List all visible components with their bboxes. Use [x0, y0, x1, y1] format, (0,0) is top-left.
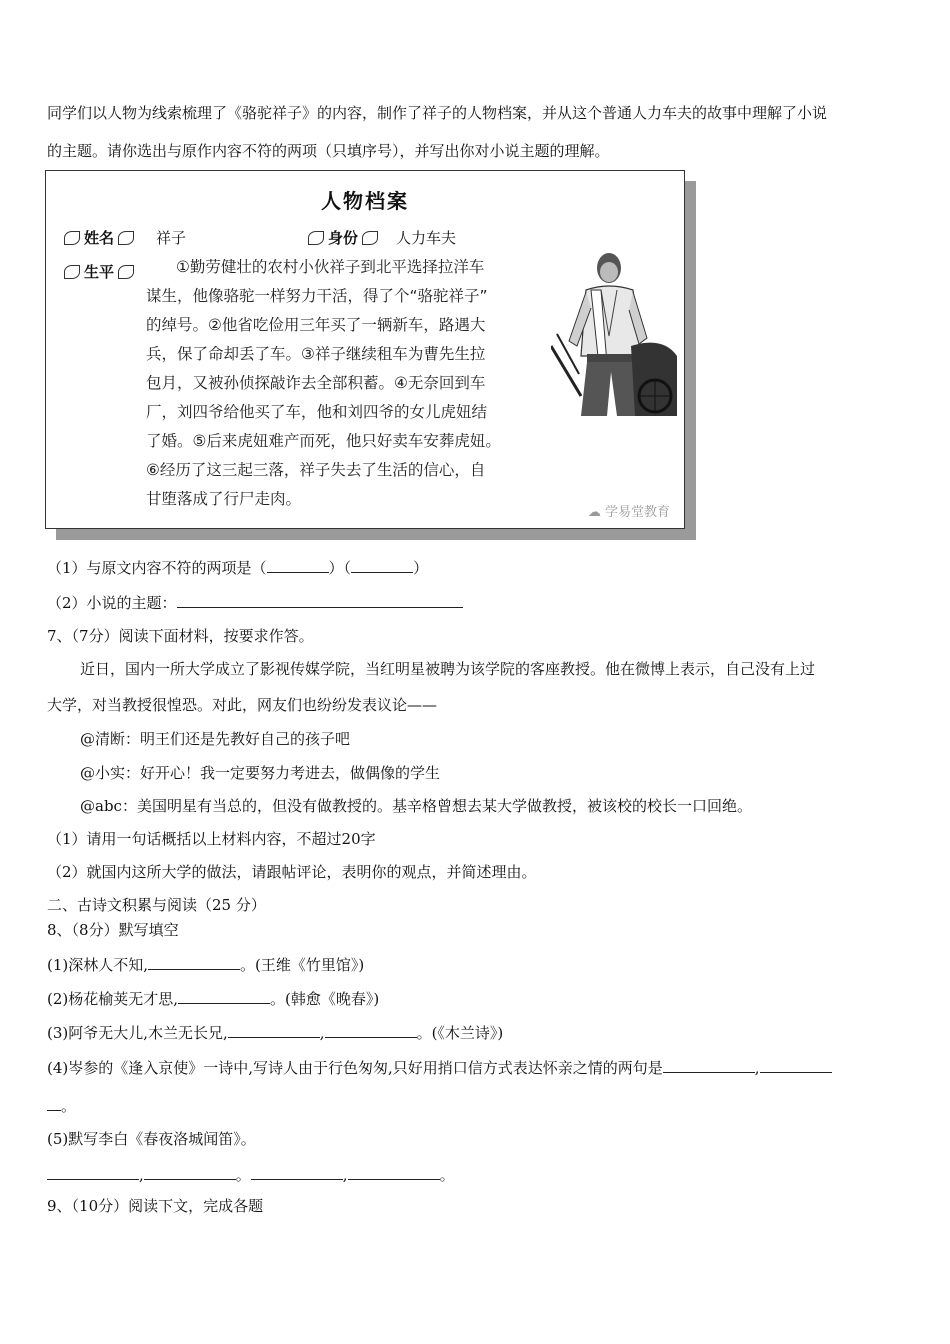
ornament-icon — [362, 231, 378, 245]
life-label: 生平 — [84, 263, 115, 281]
ornament-icon — [118, 231, 134, 245]
q7-comment: @小实：好开心！我一定要努力考进去，做偶像的学生 — [80, 764, 441, 782]
q8-item-5-blanks: , 。 , 。 — [47, 1163, 455, 1185]
q7-para-line-2: 大学，对当教授很惶恐。对此，网友们也纷纷发表议论—— — [47, 696, 438, 714]
answer-blank[interactable] — [148, 953, 240, 970]
q8-item-4: (4)岑参的《逢入京使》一诗中,写诗人由于行色匆匆,只好用捎口信方式表达怀亲之情的两句是 , — [47, 1056, 832, 1078]
bio-line: 谋生，他像骆驼一样努力干活，得了个“骆驼祥子” — [146, 287, 488, 305]
identity-label: 身份 — [328, 229, 359, 247]
answer-blank[interactable] — [251, 1163, 343, 1180]
watermark: ☁ 学易堂教育 — [587, 505, 670, 520]
answer-blank[interactable] — [177, 591, 463, 608]
card-title: 人物档案 — [321, 189, 409, 213]
q8-heading: 8、（8分）默写填空 — [47, 921, 179, 939]
name-tag — [60, 227, 138, 248]
ornament-icon — [118, 265, 134, 279]
intro-line-2: 的主题。请你选出与原作内容不符的两项（只填序号），并写出你对小说主题的理解。 — [47, 142, 610, 160]
wechat-icon: ☁ — [587, 505, 605, 520]
intro-line-1: 同学们以人物为线索梳理了《骆驼祥子》的内容，制作了祥子的人物档案，并从这个普通人力车夫的故事中理解了小说 — [47, 104, 828, 122]
bio-line: ①勤劳健壮的农村小伙祥子到北平选择拉洋车 — [176, 258, 485, 276]
q8-item-3: (3)阿爷无大儿,木兰无长兄, , 。(《木兰诗》) — [47, 1021, 503, 1043]
answer-blank[interactable] — [663, 1056, 755, 1073]
answer-blank[interactable] — [178, 987, 270, 1004]
bio-line: ⑥经历了这三起三落，祥子失去了生活的信心，自 — [146, 461, 486, 479]
q8-item-1: (1)深林人不知, 。(王维《竹里馆》) — [47, 953, 364, 975]
q7-heading: 7、（7分）阅读下面材料，按要求作答。 — [47, 627, 314, 645]
q7-sub1: （1）请用一句话概括以上材料内容，不超过20字 — [47, 830, 376, 848]
answer-blank[interactable] — [325, 1021, 417, 1038]
answer-blank[interactable] — [348, 1163, 440, 1180]
bio-line: 的绰号。②他省吃俭用三年买了一辆新车，路遇大 — [146, 316, 486, 334]
q6-sub2: （2）小说的主题： — [47, 591, 463, 613]
rickshaw-puller-illustration — [551, 246, 679, 416]
q7-comment: @清断：明王们还是先教好自己的孩子吧 — [80, 730, 351, 748]
answer-blank[interactable] — [267, 556, 329, 573]
biography — [146, 253, 551, 514]
answer-blank[interactable] — [47, 1094, 61, 1111]
q9-heading: 9、（10分）阅读下文，完成各题 — [47, 1197, 264, 1215]
character-profile-card — [45, 170, 685, 529]
q8-item-5: (5)默写李白《春夜洛城闻笛》。 — [47, 1130, 256, 1148]
answer-blank[interactable] — [760, 1056, 832, 1073]
name-value: 祥子 — [156, 229, 187, 247]
q7-para-line-1: 近日，国内一所大学成立了影视传媒学院，当红明星被聘为该学院的客座教授。他在微博上表示，自己没有上过 — [80, 660, 816, 678]
q6-sub1: （1）与原文内容不符的两项是（ ）（ ） — [47, 556, 428, 578]
answer-blank[interactable] — [47, 1163, 139, 1180]
q8-item-2: (2)杨花榆荚无才思, 。(韩愈《晚春》) — [47, 987, 379, 1009]
answer-blank[interactable] — [351, 556, 413, 573]
answer-blank[interactable] — [144, 1163, 236, 1180]
bio-line: 包月，又被孙侦探敲诈去全部积蓄。④无奈回到车 — [146, 374, 486, 392]
q8-item-4-end: 。 — [47, 1094, 76, 1116]
ornament-icon — [64, 231, 80, 245]
name-label: 姓名 — [84, 229, 115, 247]
identity-tag — [304, 227, 382, 248]
life-tag — [60, 261, 138, 282]
identity-value: 人力车夫 — [396, 229, 457, 247]
bio-line: 了婚。⑤后来虎妞难产而死，他只好卖车安葬虎妞。 — [146, 432, 501, 450]
bio-line: 甘堕落成了行尸走肉。 — [146, 490, 302, 508]
bio-line: 厂，刘四爷给他买了车，他和刘四爷的女儿虎妞结 — [146, 403, 488, 421]
ornament-icon — [308, 231, 324, 245]
q7-comment: @abc：美国明星有当总的，但没有做教授的。基辛格曾想去某大学做教授，被该校的校长一口回绝。 — [80, 797, 752, 815]
ornament-icon — [64, 265, 80, 279]
section2-heading: 二、古诗文积累与阅读（25 分） — [47, 896, 266, 914]
bio-line: 兵，保了命却丢了车。③祥子继续租车为曹先生拉 — [146, 345, 486, 363]
answer-blank[interactable] — [228, 1021, 320, 1038]
q7-sub2: （2）就国内这所大学的做法，请跟帖评论，表明你的观点，并简述理由。 — [47, 863, 537, 881]
